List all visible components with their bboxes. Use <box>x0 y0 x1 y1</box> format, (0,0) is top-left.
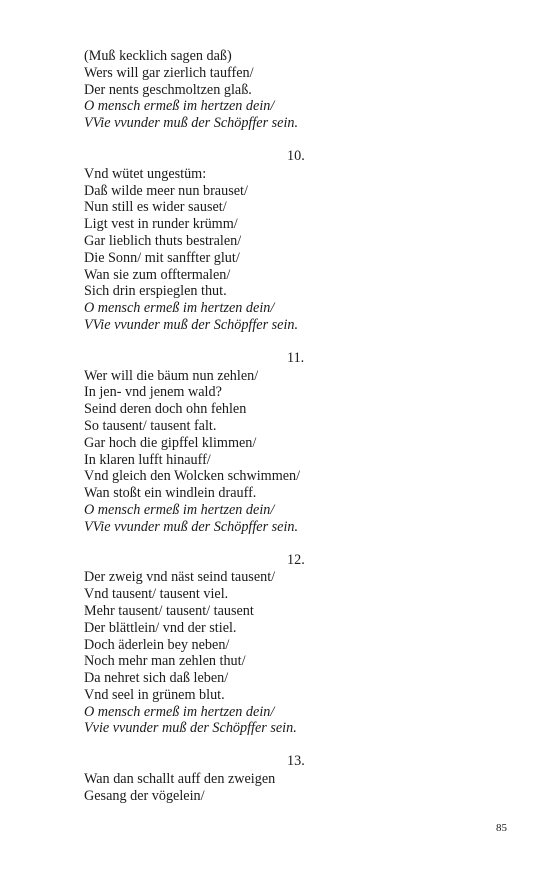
stanza <box>84 148 504 334</box>
stanza-number: 13. <box>287 753 305 770</box>
verse-line: Doch äderlein bey neben/ <box>84 636 230 653</box>
stanza <box>84 350 504 536</box>
verse-line: Wan dan schallt auff den zweigen <box>84 771 276 788</box>
verse-line: Daß wilde meer nun brauset/ <box>84 182 248 199</box>
verse-line: So tausent/ tausent falt. <box>84 417 217 434</box>
verse-line: Seind deren doch ohn fehlen <box>84 401 247 418</box>
refrain-line: O mensch ermeß im hertzen dein/ <box>84 501 275 518</box>
verse-line: Vnd seel in grünem blut. <box>84 686 225 703</box>
verse-line: Wan stoßt ein windlein drauff. <box>84 485 257 502</box>
stanza <box>84 552 504 738</box>
verse-line: Wer will die bäum nun zehlen/ <box>84 367 259 384</box>
refrain-line: O mensch ermeß im hertzen dein/ <box>84 703 275 720</box>
verse-line: Die Sonn/ mit sanffter glut/ <box>84 249 240 266</box>
stanza-number: 11. <box>287 349 305 366</box>
refrain-line: VVie vvunder muß der Schöpffer sein. <box>84 115 299 132</box>
refrain-line: VVie vvunder muß der Schöpffer sein. <box>84 518 299 535</box>
verse-line: (Muß kecklich sagen daß) <box>84 48 232 64</box>
verse-line: In klaren lufft hinauff/ <box>84 451 211 468</box>
verse-line: Wan sie zum offtermalen/ <box>84 266 231 283</box>
verse-line: In jen- vnd jenem wald? <box>84 384 222 401</box>
verse-line: Vnd wütet ungestüm: <box>84 165 207 182</box>
verse-line: Der nents geschmoltzen glaß. <box>84 81 252 98</box>
refrain-line: O mensch ermeß im hertzen dein/ <box>84 300 275 317</box>
stanza-number: 12. <box>287 551 305 568</box>
verse-line: Gar lieblich thuts bestralen/ <box>84 232 242 249</box>
stanza <box>84 48 504 132</box>
poem-text <box>84 48 504 805</box>
verse-line: Ligt vest in runder krümm/ <box>84 216 238 233</box>
stanza <box>84 753 504 804</box>
verse-line: Vnd tausent/ tausent viel. <box>84 586 229 603</box>
verse-line: Sich drin erspieglen thut. <box>84 283 227 300</box>
verse-line: Noch mehr man zehlen thut/ <box>84 653 246 670</box>
verse-line: Gar hoch die gipffel klimmen/ <box>84 434 257 451</box>
stanza-number: 10. <box>287 147 305 164</box>
verse-line: Gesang der vögelein/ <box>84 787 205 804</box>
refrain-line: VVie vvunder muß der Schöpffer sein. <box>84 316 299 333</box>
verse-line: Der blättlein/ vnd der stiel. <box>84 619 237 636</box>
verse-line: Der zweig vnd näst seind tausent/ <box>84 569 276 586</box>
page-number: 85 <box>496 822 507 834</box>
refrain-line: Vvie vvunder muß der Schöpffer sein. <box>84 720 297 737</box>
verse-line: Mehr tausent/ tausent/ tausent <box>84 602 254 619</box>
verse-line: Vnd gleich den Wolcken schwimmen/ <box>84 468 301 485</box>
verse-line: Da nehret sich daß leben/ <box>84 670 229 687</box>
verse-line: Wers will gar zierlich tauffen/ <box>84 64 254 81</box>
verse-line: Nun still es wider sauset/ <box>84 199 227 216</box>
refrain-line: O mensch ermeß im hertzen dein/ <box>84 98 275 115</box>
